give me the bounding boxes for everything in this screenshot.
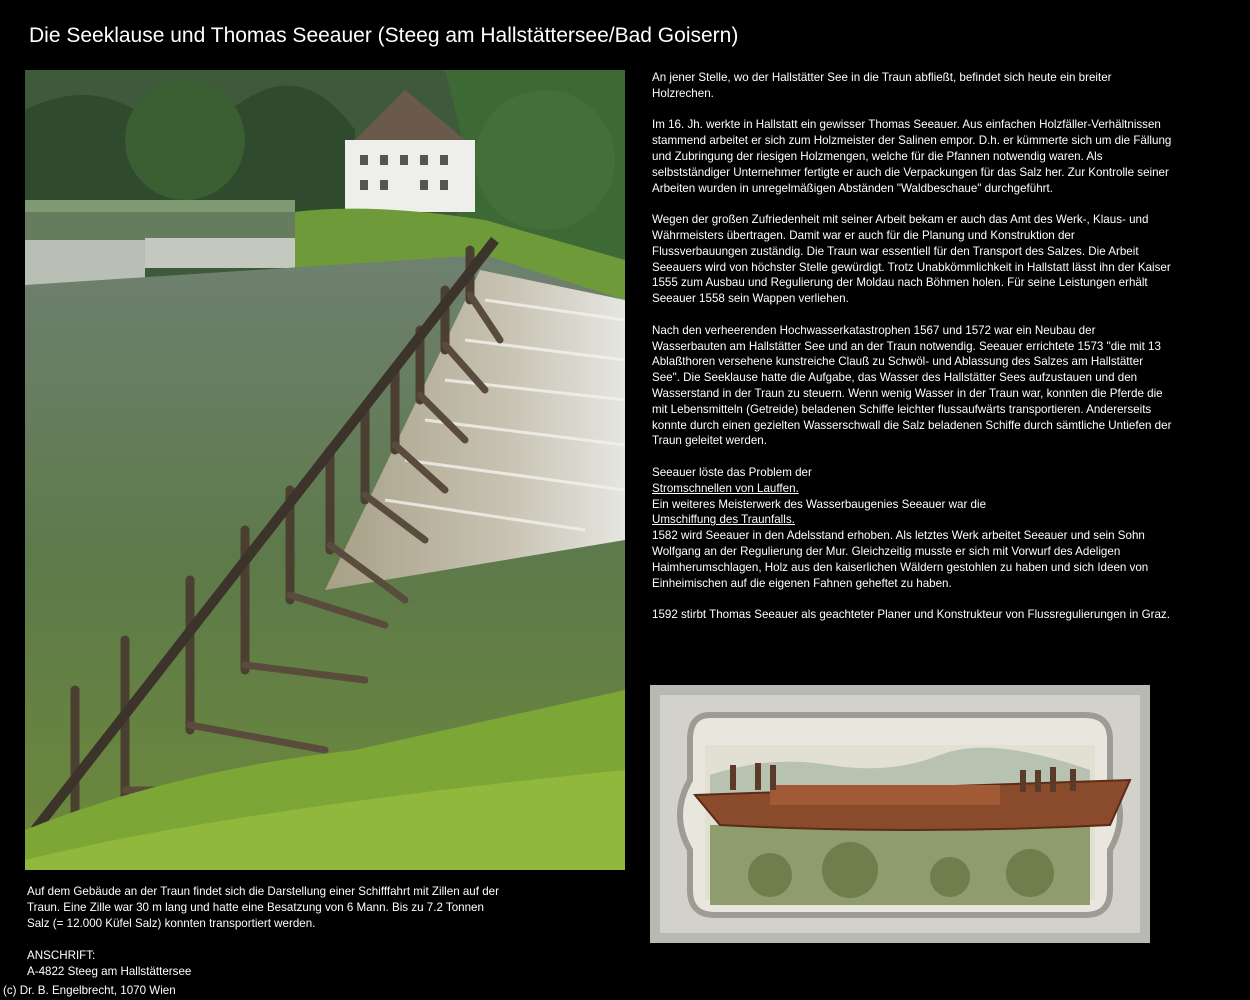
address-label: ANSCHRIFT: — [27, 949, 96, 962]
article-paragraph-6: 1592 stirbt Thomas Seeauer als geachteter Planer und Konstrukteur von Flussregulierungen in Graz. — [652, 608, 1170, 622]
article-paragraph-4: Nach den verheerenden Hochwasserkatastrophen 1567 und 1572 war ein Neubau der Wasserbauten am Hallstätter See und an der Traun notwendig. Seeauer errichtete 1573 "die mit 13 Ablaßthoren versehene kunstreiche Clauß zu Schwöl- und Ablassung des Salzes am Hallstätter See". Die Seeklause hatte die Aufgabe, das Wasser des Hallstätter Sees aufzustauen und den Wasserstand in der Traun zu steuern. Wenn wenig Wasser in der Traun war, konnten die Pferde die mit Lebensmitteln (Getreide) beladenen Schiffe leichter flussaufwärts transportieren. Andererseits konnte durch einen gezielten Wasserschwall die Salz beladenen Schiffe durch sämtliche Untiefen der Traun geleitet werden. — [652, 323, 1172, 448]
article-paragraph-5-end: 1582 wird Seeauer in den Adelsstand erhoben. Als letztes Werk arbeitet Seeauer und sein Sohn Wolfgang an der Regulierung der Mur. Gleichzeitig musste er sich mit Vorwurf des Adeligen Haimherumschlagen, Holz aus den kaiserlichen Wäldern gestohlen zu haben und sich Ideen von Einheimischen auf die eigenen Fahnen geheftet zu haben. — [652, 529, 1149, 590]
link-umschiffung-traunfall[interactable]: Umschiffung des Traunfalls. — [652, 513, 795, 527]
address-block — [27, 948, 191, 980]
article-paragraph-3: Wegen der großen Zufriedenheit mit seiner Arbeit bekam er auch das Amt des Werk-, Klaus- und Währmeisters übertragen. Damit war er auch für die Planung und Konstruktion der Flussverbauungen zuständig. Die Traun war essentiell für den Transport des Salzes. Die Arbeit Seeauers wird von höchster Stelle gewürdigt. Trotz Unabkömmlichkeit in Hallstatt lässt ihn der Kaiser 1555 zum Ausbau und Regulierung der Moldau nach Böhmen holen. Für seine Leistungen erhält Seeauer 1558 sein Wappen verliehen. — [652, 213, 1171, 306]
weir-photo — [25, 70, 625, 870]
article-paragraph-2: Im 16. Jh. werkte in Hallstatt ein gewisser Thomas Seeauer. Aus einfachen Holzfäller-Verhältnissen stammend arbeitet er sich zum Holzmeister der Salinen empor. D.h. er kümmerte sich um die Fällung und Zubringung der riesigen Holzmengen, welche für die Pfannen notwendig waren. Als selbstständiger Unternehmer fertigte er auch die Verpackungen für das Salz her. Zur Kontrolle seiner Arbeiten wurden in unregelmäßigen Abständen "Waldbeschaue" durchgeführt. — [652, 118, 1172, 195]
article-paragraph-5-intro: Seeauer löste das Problem der — [652, 465, 812, 479]
article-body — [652, 70, 1172, 639]
caption-text: Auf dem Gebäude an der Traun findet sich die Darstellung einer Schifffahrt mit Zillen auf der Traun. Eine Zille war 30 m lang und hatte eine Besatzung von 6 Mann. Bis zu 7.2 Tonnen Salz (= 12.000 Küfel Salz) konnten transportiert werden. — [27, 885, 499, 930]
link-stromschnellen-lauffen[interactable]: Stromschnellen von Lauffen. — [652, 481, 799, 495]
article-paragraph-1: An jener Stelle, wo der Hallstätter See in die Traun abfließt, befindet sich heute ein breiter Holzrechen. — [652, 71, 1112, 100]
copyright-text: (c) Dr. B. Engelbrecht, 1070 Wien — [3, 984, 176, 997]
page-title: Die Seeklause und Thomas Seeauer (Steeg am Hallstättersee/Bad Goisern) — [29, 24, 739, 47]
ship-painting — [650, 685, 1150, 943]
article-paragraph-5-mid: Ein weiteres Meisterwerk des Wasserbaugenies Seeauer war die — [652, 497, 987, 511]
photo-caption — [27, 884, 507, 947]
address-value: A-4822 Steeg am Hallstättersee — [27, 965, 192, 978]
article-paragraph-5 — [652, 465, 1172, 591]
